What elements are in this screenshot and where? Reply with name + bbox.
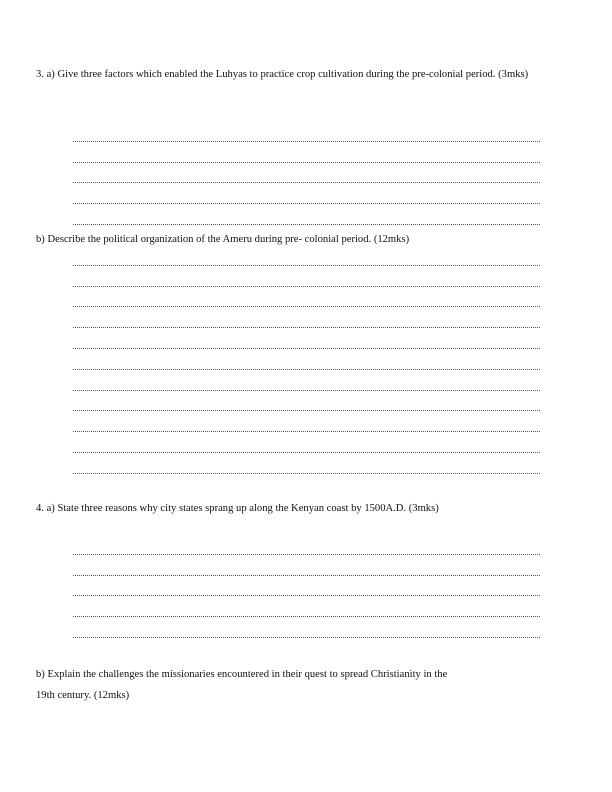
answer-line[interactable]: [73, 617, 540, 638]
answer-line[interactable]: [73, 391, 540, 412]
question-4b-line-2: 19th century. (12mks): [36, 690, 130, 701]
answer-line[interactable]: [73, 121, 540, 142]
answer-line[interactable]: [73, 576, 540, 597]
answer-line[interactable]: [73, 307, 540, 328]
answer-line[interactable]: [73, 349, 540, 370]
answer-line[interactable]: [73, 411, 540, 432]
answer-line[interactable]: [73, 370, 540, 391]
answer-lines-4a[interactable]: [73, 534, 540, 638]
answer-lines-3b[interactable]: [73, 245, 540, 474]
answer-line[interactable]: [73, 142, 540, 163]
answer-line[interactable]: [73, 534, 540, 555]
answer-line[interactable]: [73, 245, 540, 266]
answer-line[interactable]: [73, 596, 540, 617]
answer-line[interactable]: [73, 183, 540, 204]
answer-line[interactable]: [73, 266, 540, 287]
answer-line[interactable]: [73, 328, 540, 349]
answer-line[interactable]: [73, 555, 540, 576]
question-4a: 4. a) State three reasons why city states sprang up along the Kenyan coast by 1500A.D. (3mks): [36, 503, 439, 514]
answer-line[interactable]: [73, 453, 540, 474]
answer-lines-3a[interactable]: [73, 121, 540, 225]
question-3a: 3. a) Give three factors which enabled the Luhyas to practice crop cultivation during the pre-colonial period. (3mks): [36, 69, 529, 80]
question-4b-line-1: b) Explain the challenges the missionaries encountered in their quest to spread Christianity in the: [36, 669, 448, 680]
answer-line[interactable]: [73, 432, 540, 453]
answer-line[interactable]: [73, 204, 540, 225]
answer-line[interactable]: [73, 287, 540, 308]
question-3b: b) Describe the political organization of the Ameru during pre- colonial period. (12mks): [36, 234, 410, 245]
answer-line[interactable]: [73, 163, 540, 184]
